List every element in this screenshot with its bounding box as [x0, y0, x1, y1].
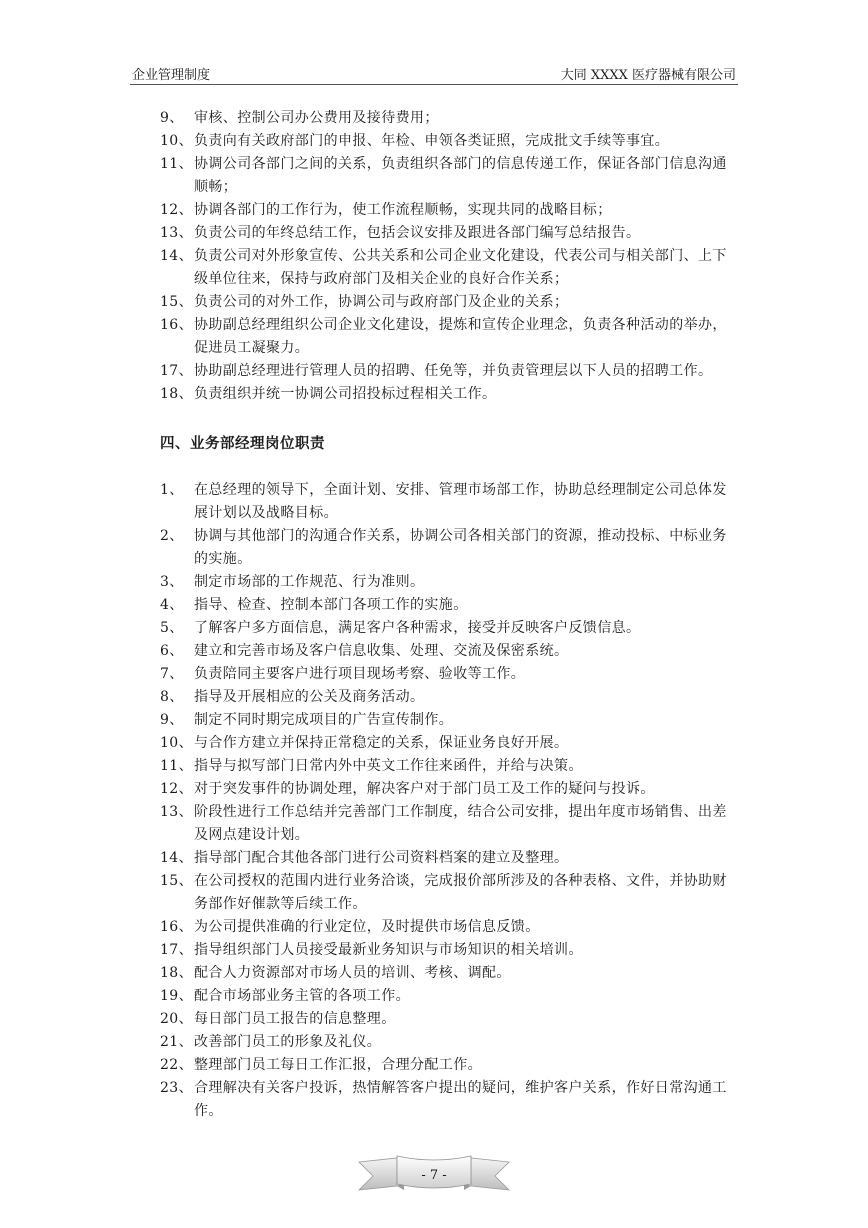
item-text: 整理部门员工每日工作汇报，合理分配工作。: [194, 1057, 482, 1073]
list-item: [0, 1031, 740, 1054]
list-item: [0, 801, 740, 847]
item-text: 配合人力资源部对市场人员的培训、考核、调配。: [194, 965, 511, 981]
item-text: 与合作方建立并保持正常稳定的关系，保证业务良好开展。: [194, 735, 569, 751]
item-number: 14、: [160, 850, 194, 866]
item-number: 2、: [160, 528, 184, 544]
item-text: 审核、控制公司办公费用及接待费用；: [194, 110, 439, 126]
item-text: 协助副总经理进行管理人员的招聘、任免等，并负责管理层以下人员的招聘工作。: [194, 363, 713, 379]
item-text: 负责公司的年终总结工作，包括会议安排及跟进各部门编写总结报告。: [194, 225, 641, 241]
item-text: 对于突发事件的协调处理，解决客户对于部门员工及工作的疑问与投诉。: [194, 781, 655, 797]
item-number: 4、: [160, 597, 184, 613]
list-item: [0, 916, 740, 939]
item-number: 13、: [160, 804, 194, 820]
item-text: 负责组织并统一协调公司招投标过程相关工作。: [194, 386, 497, 402]
item-text: 制定市场部的工作规范、行为准则。: [194, 574, 425, 590]
item-number: 11、: [160, 758, 194, 774]
item-text: 指导与拟写部门日常内外中英文工作往来函件，并给与决策。: [194, 758, 583, 774]
item-text: 协调与其他部门的沟通合作关系，协调公司各相关部门的资源，推动投标、中标业务的实施。: [194, 528, 727, 567]
list-item: [0, 870, 740, 916]
item-number: 20、: [160, 1011, 194, 1027]
item-number: 10、: [160, 735, 194, 751]
list-item: [0, 1077, 740, 1123]
list-item: [0, 640, 740, 663]
page-header: [130, 60, 738, 85]
item-number: 17、: [160, 942, 194, 958]
list-item: [0, 383, 740, 406]
list-item: [0, 153, 740, 199]
list-item: [0, 962, 740, 985]
item-text: 配合市场部业务主管的各项工作。: [194, 988, 410, 1004]
item-text: 建立和完善市场及客户信息收集、处理、交流及保密系统。: [194, 643, 569, 659]
item-number: 3、: [160, 574, 184, 590]
item-number: 18、: [160, 386, 194, 402]
list-item: [0, 663, 740, 686]
list-item: [0, 709, 740, 732]
list-item: [0, 847, 740, 870]
item-number: 9、: [160, 712, 184, 728]
item-number: 13、: [160, 225, 194, 241]
item-number: 10、: [160, 133, 194, 149]
item-text: 指导及开展相应的公关及商务活动。: [194, 689, 425, 705]
item-number: 23、: [160, 1080, 194, 1096]
item-text: 指导部门配合其他各部门进行公司资料档案的建立及整理。: [194, 850, 569, 866]
business-manager-duty-list: [0, 479, 868, 1123]
list-item: [0, 778, 740, 801]
list-item: [0, 360, 740, 383]
item-number: 14、: [160, 248, 194, 264]
item-text: 制定不同时期完成项目的广告宣传制作。: [194, 712, 454, 728]
item-number: 16、: [160, 317, 194, 333]
item-text: 每日部门员工报告的信息整理。: [194, 1011, 396, 1027]
list-item: [0, 222, 740, 245]
item-number: 9、: [160, 110, 184, 126]
list-item: [0, 525, 740, 571]
list-item: [0, 107, 740, 130]
list-item: [0, 1054, 740, 1077]
header-company-name: 大同 XXXX 医疗器械有限公司: [560, 68, 736, 83]
item-text: 协调各部门的工作行为，使工作流程顺畅，实现共同的战略目标；: [194, 202, 612, 218]
item-text: 阶段性进行工作总结并完善部门工作制度，结合公司安排，提出年度市场销售、出差及网点建设计划。: [194, 804, 727, 843]
list-item: [0, 594, 740, 617]
item-text: 指导、检查、控制本部门各项工作的实施。: [194, 597, 468, 613]
item-number: 5、: [160, 620, 184, 636]
item-text: 改善部门员工的形象及礼仪。: [194, 1034, 382, 1050]
item-number: 6、: [160, 643, 184, 659]
list-item: [0, 755, 740, 778]
list-item: [0, 939, 740, 962]
item-text: 协调公司各部门之间的关系，负责组织各部门的信息传递工作，保证各部门信息沟通顺畅；: [194, 156, 727, 195]
list-item: [0, 571, 740, 594]
item-text: 负责公司的对外工作，协调公司与政府部门及企业的关系；: [194, 294, 569, 310]
item-text: 负责向有关政府部门的申报、年检、申领各类证照，完成批文手续等事宜。: [194, 133, 670, 149]
header-left-title: 企业管理制度: [132, 68, 211, 83]
item-text: 负责公司对外形象宣传、公共关系和公司企业文化建设，代表公司与相关部门、上下级单位往来，保持与政府部门及相关企业的良好合作关系；: [194, 248, 727, 287]
list-item: [0, 985, 740, 1008]
list-item: [0, 479, 740, 525]
item-number: 17、: [160, 363, 194, 379]
item-text: 协助副总经理组织公司企业文化建设，提炼和宣传企业理念，负责各种活动的举办，促进员工凝聚力。: [194, 317, 727, 356]
item-number: 11、: [160, 156, 194, 172]
item-text: 负责陪同主要客户进行项目现场考察、验收等工作。: [194, 666, 526, 682]
list-item: [0, 686, 740, 709]
item-text: 合理解决有关客户投诉，热情解答客户提出的疑问，维护客户关系，作好日常沟通工作。: [194, 1080, 727, 1119]
item-text: 在总经理的领导下，全面计划、安排、管理市场部工作，协助总经理制定公司总体发展计划以及战略目标。: [194, 482, 727, 521]
list-item: [0, 732, 740, 755]
item-text: 了解客户多方面信息，满足客户各种需求，接受并反映客户反馈信息。: [194, 620, 641, 636]
duty-list-continued: [0, 107, 868, 406]
section-heading: 四、业务部经理岗位职责: [160, 436, 325, 452]
list-item: [0, 314, 740, 360]
item-number: 1、: [160, 482, 184, 498]
list-item: [0, 199, 740, 222]
item-number: 7、: [160, 666, 184, 682]
item-number: 21、: [160, 1034, 194, 1050]
page-number: - 7 -: [421, 1168, 447, 1183]
page-footer: [357, 1150, 511, 1198]
item-text: 为公司提供准确的行业定位，及时提供市场信息反馈。: [194, 919, 540, 935]
list-item: [0, 245, 740, 291]
list-item: [0, 1008, 740, 1031]
item-number: 22、: [160, 1057, 194, 1073]
item-number: 12、: [160, 781, 194, 797]
item-number: 15、: [160, 873, 194, 889]
item-number: 18、: [160, 965, 194, 981]
item-text: 指导组织部门人员接受最新业务知识与市场知识的相关培训。: [194, 942, 583, 958]
list-item: [0, 130, 740, 153]
item-text: 在公司授权的范围内进行业务洽谈，完成报价部所涉及的各种表格、文件，并协助财务部作好催款等后续工作。: [194, 873, 727, 912]
item-number: 8、: [160, 689, 184, 705]
list-item: [0, 617, 740, 640]
item-number: 12、: [160, 202, 194, 218]
list-item: [0, 291, 740, 314]
item-number: 19、: [160, 988, 194, 1004]
item-number: 16、: [160, 919, 194, 935]
item-number: 15、: [160, 294, 194, 310]
